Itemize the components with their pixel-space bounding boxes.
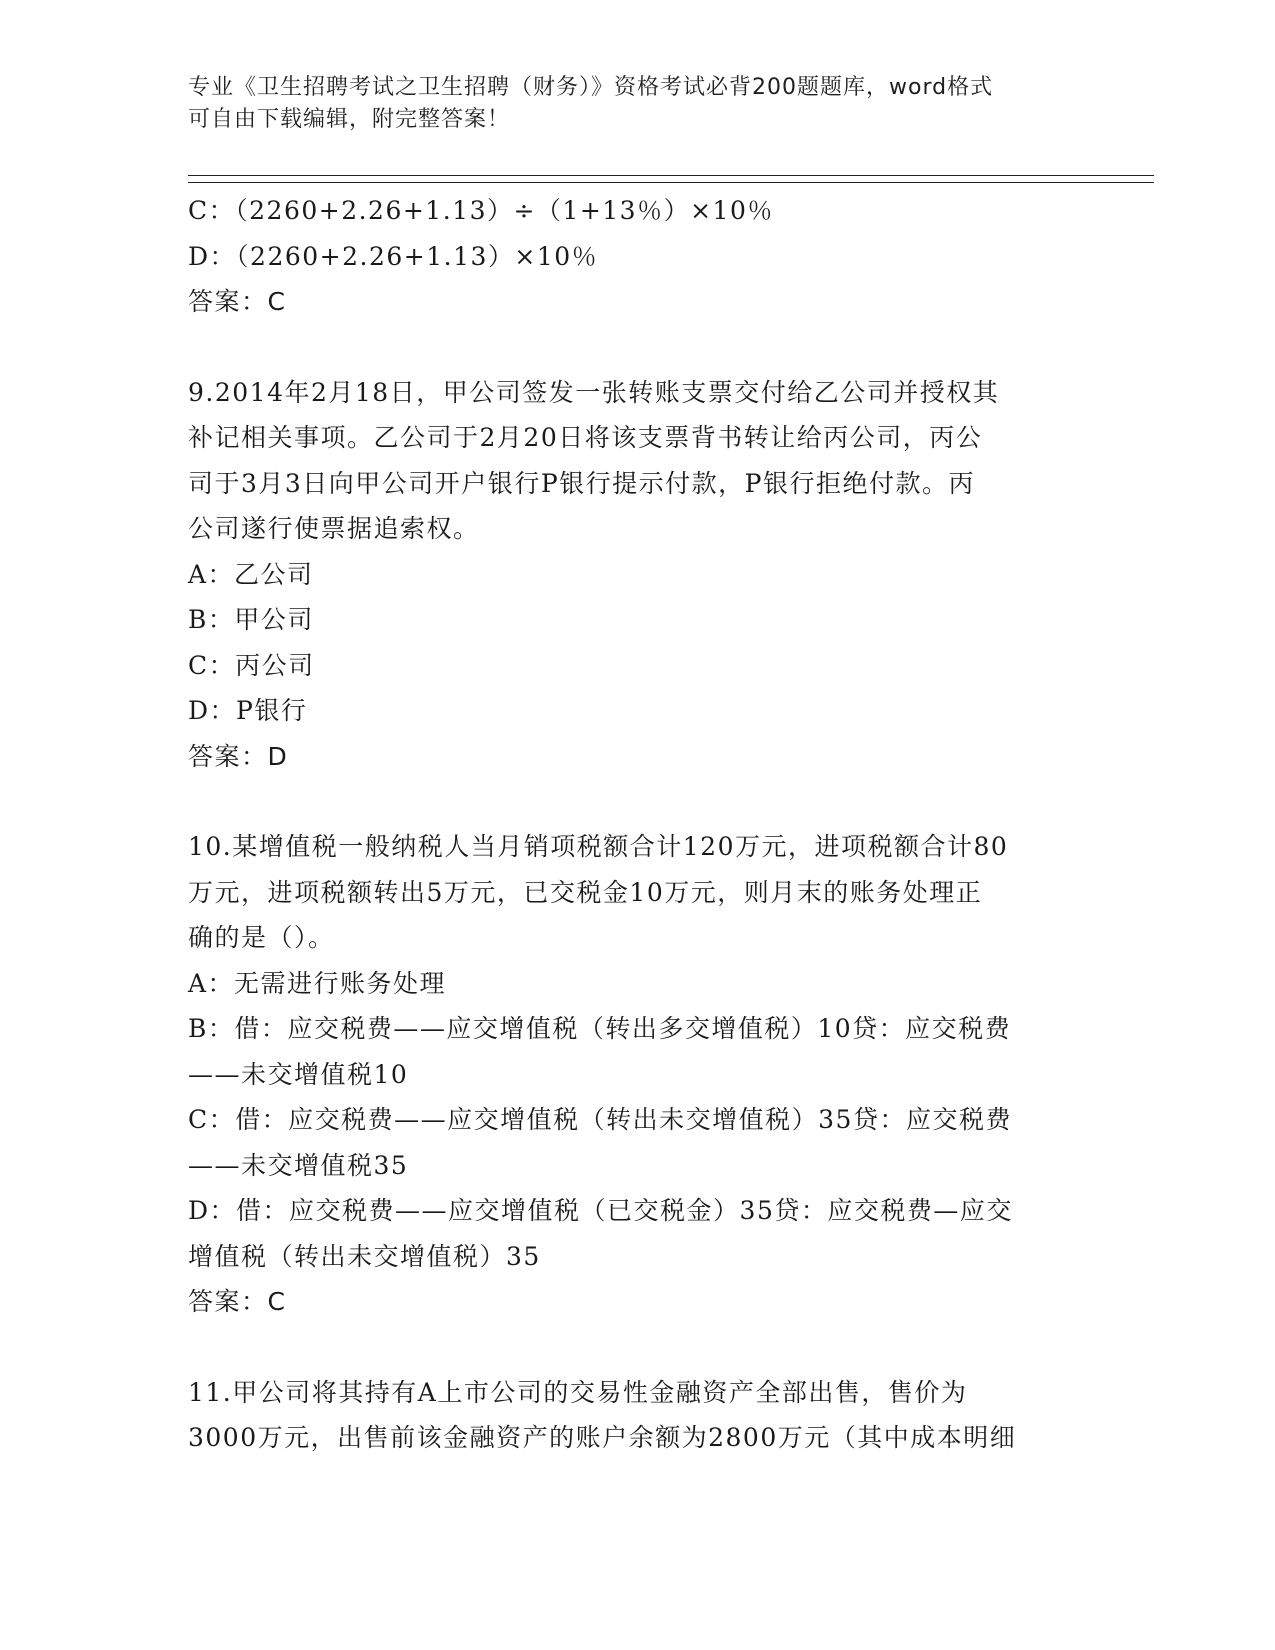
q8-option-c: C：（2260+2.26+1.13）÷（1+13％）×10％ [188,196,774,225]
q9-answer: 答案：D [188,741,289,771]
header-divider-bottom [188,182,1154,183]
q10-option-b-line-1: B：借：应交税费——应交增值税（转出多交增值税）10贷：应交税费 [188,1014,1012,1043]
header-line-2: 可自由下载编辑，附完整答案！ [188,107,511,132]
q9-stem-line-4: 公司遂行使票据追索权。 [188,514,480,543]
q9-stem-line-3: 司于3月3日向甲公司开户银行P银行提示付款，P银行拒绝付款。丙 [188,468,975,498]
q10-option-d-line-2: 增值税（转出未交增值税）35 [188,1241,541,1271]
header-line-1: 专业《卫生招聘考试之卫生招聘（财务）》资格考试必背200题题库，word格式 [188,75,994,100]
q10-answer: 答案：C [188,1287,287,1316]
q11-stem-line-2: 3000万元，出售前该金融资产的账户余额为2800万元（其中成本明细 [188,1423,1017,1452]
q9-option-a: A：乙公司 [188,559,314,589]
question-content [188,188,1088,1461]
page-header [188,72,1088,136]
q8-option-d: D：（2260+2.26+1.13）×10％ [188,241,599,271]
q8-answer: 答案：C [188,287,287,316]
q10-option-a: A：无需进行账务处理 [188,968,447,998]
q10-stem-line-3: 确的是（）。 [188,923,335,952]
q10-option-c-line-1: C：借：应交税费——应交增值税（转出未交增值税）35贷：应交税费 [188,1105,1012,1134]
q9-stem-line-2: 补记相关事项。乙公司于2月20日将该支票背书转让给丙公司，丙公 [188,423,983,452]
q10-option-b-line-2: ——未交增值税10 [188,1059,409,1089]
header-divider-top [188,175,1154,176]
q9-stem-line-1: 9.2014年2月18日，甲公司签发一张转账支票交付给乙公司并授权其 [188,377,1000,407]
q9-option-b: B：甲公司 [188,605,314,634]
q9-option-d: D：P银行 [188,696,308,725]
q10-option-d-line-1: D：借：应交税费——应交增值税（已交税金）35贷：应交税费—应交 [188,1196,1013,1225]
q9-option-c: C：丙公司 [188,650,315,680]
q10-option-c-line-2: ——未交增值税35 [188,1150,409,1180]
q10-stem-line-1: 10.某增值税一般纳税人当月销项税额合计120万元，进项税额合计80 [188,832,1009,861]
q10-stem-line-2: 万元，进项税额转出5万元，已交税金10万元，则月末的账务处理正 [188,877,983,907]
q11-stem-line-1: 11.甲公司将其持有A上市公司的交易性金融资产全部出售，售价为 [188,1377,968,1407]
